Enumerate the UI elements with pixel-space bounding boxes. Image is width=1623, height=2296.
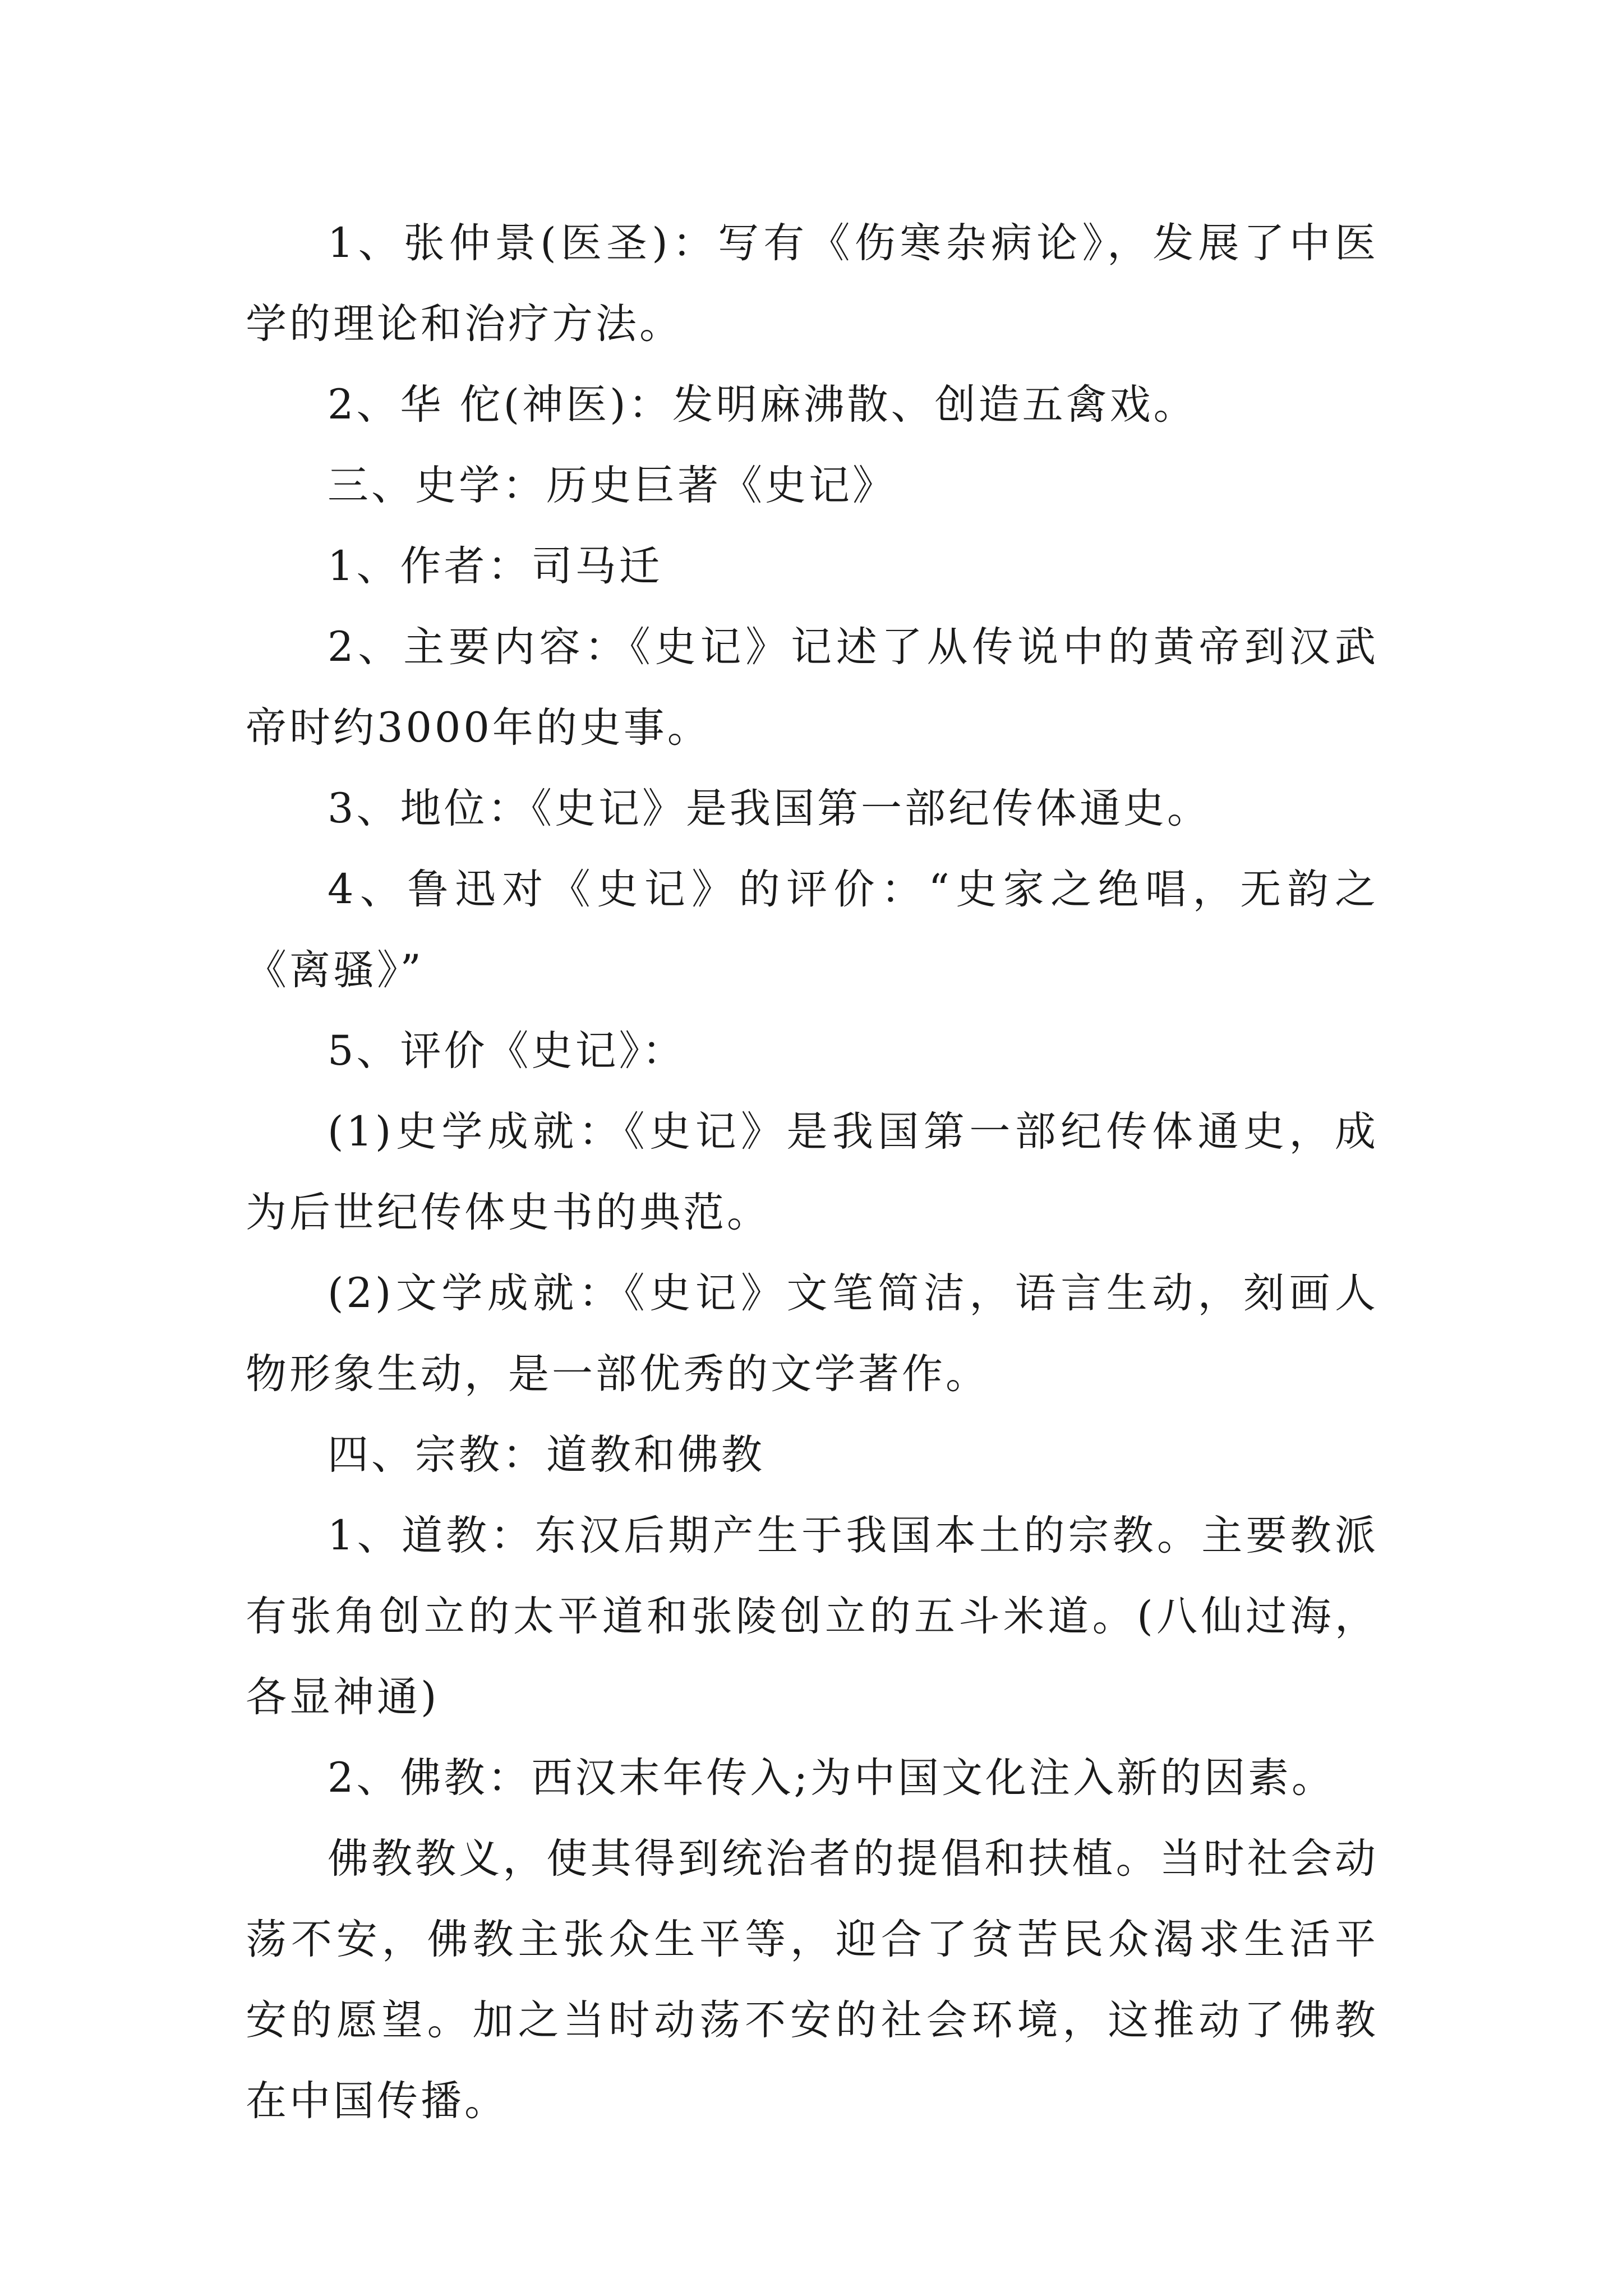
paragraph-hua-tuo: 2、华 佗(神医)：发明麻沸散、创造五禽戏。 (328, 381, 1197, 429)
paragraph-lu-xun-evaluation: 4、鲁迅对《史记》的评价：“史家之绝唱，无韵之《离骚》” (246, 866, 1378, 994)
paragraph-author: 1、作者：司马迁 (328, 542, 663, 590)
paragraph-status: 3、地位：《史记》是我国第一部纪传体通史。 (328, 785, 1211, 832)
paragraph-evaluation-heading: 5、评价《史记》： (328, 1027, 686, 1075)
paragraph-main-content: 2、主要内容：《史记》记述了从传说中的黄帝到汉武帝时约3000年的史事。 (246, 623, 1378, 752)
section-heading-history: 三、史学：历史巨著《史记》 (328, 462, 896, 509)
paragraph-buddhism-spread: 佛教教义，使其得到统治者的提倡和扶植。当时社会动荡不安，佛教主张众生平等，迎合了贫苦民众渴求生活平安的愿望。加之当时动荡不安的社会环境，这推动了佛教在中国传播。 (246, 1835, 1378, 2125)
paragraph-taoism: 1、道教：东汉后期产生于我国本土的宗教。主要教派有张角创立的太平道和张陵创立的五斗米道。(八仙过海，各显神通) (246, 1512, 1378, 1721)
paragraph-zhang-zhongjing: 1、张仲景(医圣)：写有《伤寒杂病论》，发展了中医学的理论和治疗方法。 (246, 219, 1378, 348)
section-heading-religion: 四、宗教：道教和佛教 (328, 1431, 765, 1479)
document-body (246, 203, 1378, 2142)
paragraph-buddhism: 2、佛教：西汉末年传入;为中国文化注入新的因素。 (328, 1754, 1336, 1802)
paragraph-historical-achievement: (1)史学成就：《史记》是我国第一部纪传体通史，成为后世纪传体史书的典范。 (246, 1108, 1378, 1236)
paragraph-literary-achievement: (2)文学成就：《史记》文笔简洁，语言生动，刻画人物形象生动，是一部优秀的文学著作。 (246, 1269, 1378, 1398)
